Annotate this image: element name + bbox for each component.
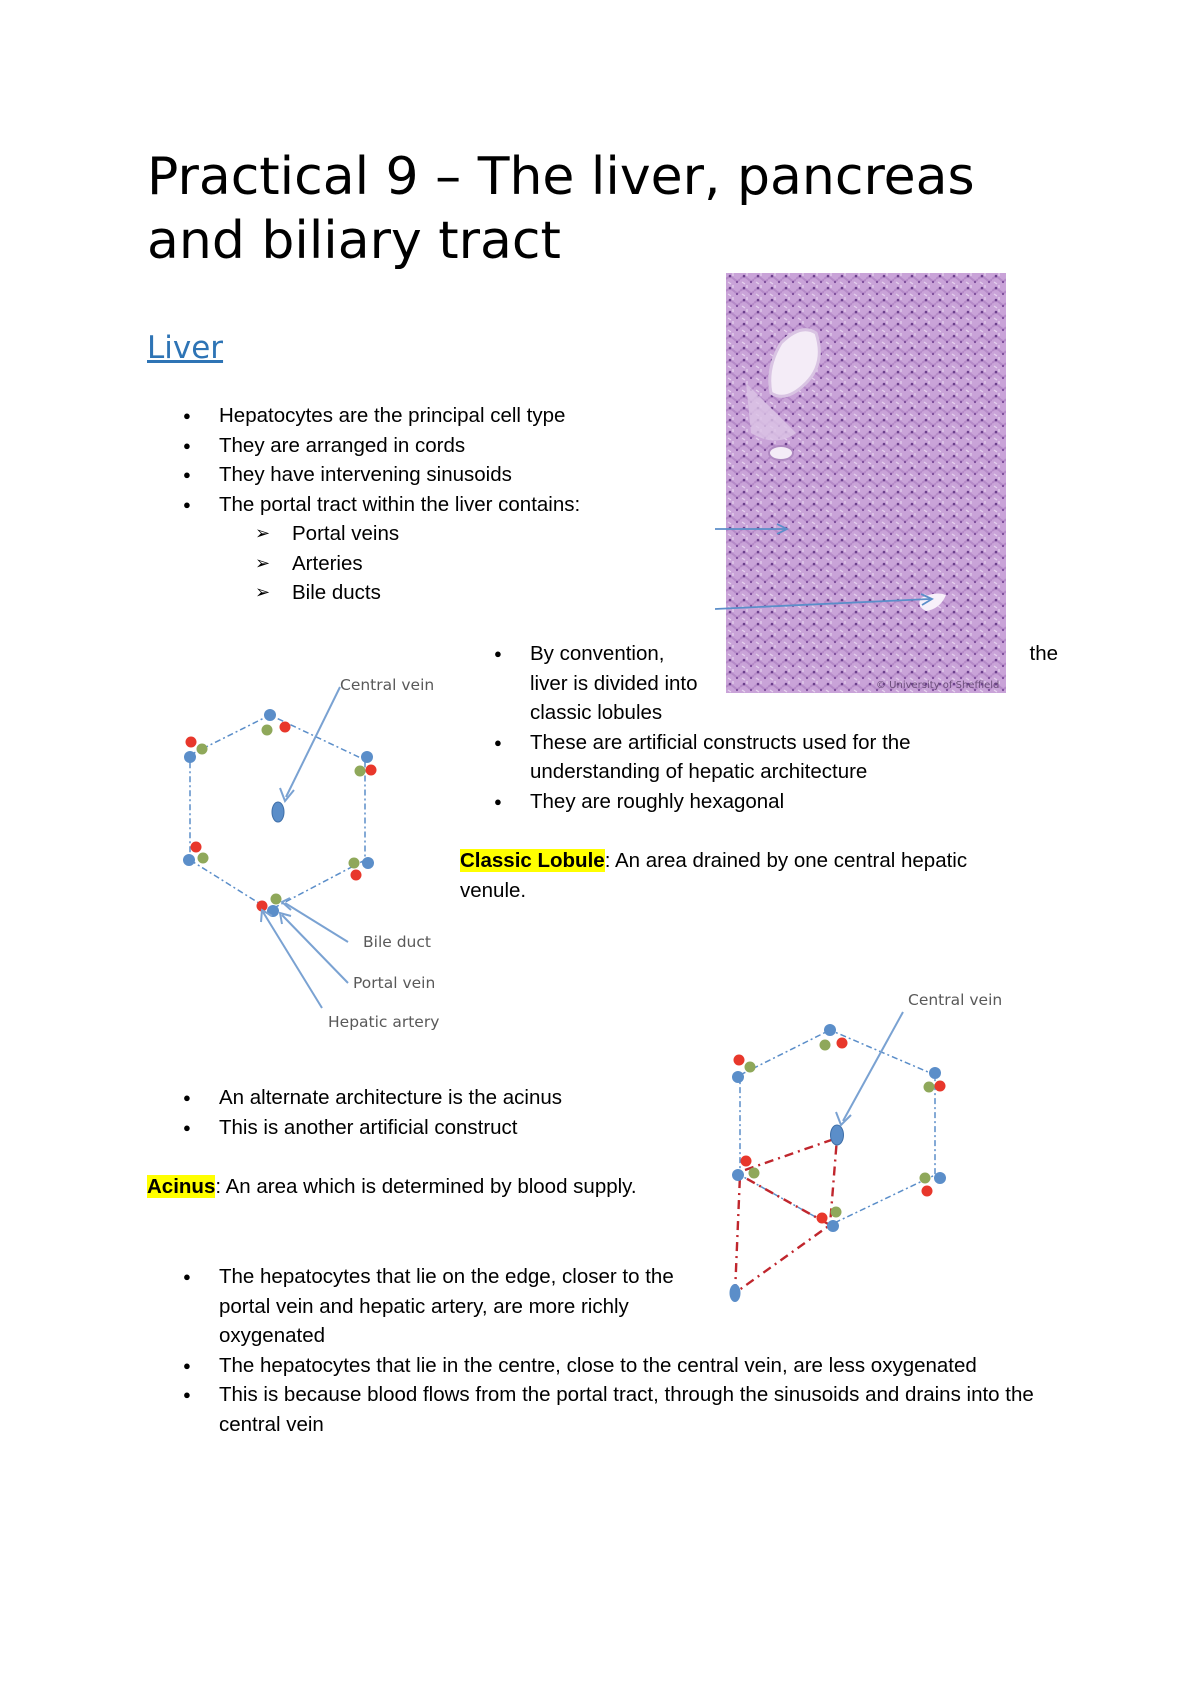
acinus-bullet-list — [147, 1083, 707, 1142]
term-classic-lobule: Classic Lobule — [460, 849, 605, 872]
acinus-definition — [147, 1172, 707, 1202]
portal-vein-arrow — [282, 915, 348, 983]
label-central-vein-acinus: Central vein — [908, 991, 1003, 1009]
definition-text: : An area which is determined by blood supply. — [215, 1175, 637, 1198]
definition-text: : An area drained by one central hepatic venule. — [460, 849, 968, 902]
list-item — [458, 639, 1130, 728]
list-item: ● They are roughly hexagonal — [458, 787, 1068, 817]
classic-lobule-diagram — [170, 670, 460, 1030]
term-acinus: Acinus — [147, 1175, 216, 1198]
central-vein-arrow — [286, 687, 340, 797]
central-vein-arrow — [843, 1012, 903, 1121]
section-heading-liver: Liver — [147, 330, 224, 366]
list-item: ● They have intervening sinusoids — [147, 460, 707, 490]
portal-triad — [184, 737, 208, 764]
bile-duct-arrow — [285, 903, 348, 942]
list-item: ● The hepatocytes that lie in the centre, close to the central vein, are less oxygenated — [147, 1351, 1067, 1381]
page-title: Practical 9 – The liver, pancreas and biliary tract — [147, 147, 975, 271]
liver-micrograph — [726, 273, 1006, 693]
label-central-vein: Central vein — [340, 676, 435, 694]
label-bile-duct: Bile duct — [363, 933, 431, 951]
portal-triad — [817, 1207, 842, 1233]
list-item: ● The hepatocytes that lie on the edge, closer to the portal vein and hepatic artery, are more richly oxygenated — [147, 1262, 679, 1351]
list-item: ➢ Bile ducts — [147, 578, 707, 608]
portal-triad — [262, 709, 291, 736]
convention-bullet-list — [458, 639, 1068, 816]
micrograph-arrows — [715, 515, 955, 615]
list-item-text: liver is divided into classic lobules — [530, 671, 698, 724]
portal-triad — [732, 1156, 760, 1182]
list-item-text: the — [1029, 642, 1058, 665]
portal-triad — [183, 842, 209, 867]
list-item: ● These are artificial constructs used for the understanding of hepatic architecture — [458, 728, 980, 787]
list-item: ● The portal tract within the liver contains: — [147, 490, 707, 520]
list-item: ● This is another artificial construct — [147, 1113, 707, 1143]
list-item: ● An alternate architecture is the acinus — [147, 1083, 707, 1113]
list-item: ➢ Portal veins — [147, 519, 707, 549]
arrow-central-vein — [715, 599, 930, 609]
oxygenation-bullet-list — [147, 1262, 1067, 1439]
portal-triad — [820, 1024, 848, 1051]
micrograph-credit: © University of Sheffield — [876, 680, 1000, 691]
central-vein-marker — [831, 1125, 844, 1145]
list-item: ● This is because blood flows from the portal tract, through the sinusoids and drains into the central vein — [147, 1380, 1079, 1439]
classic-lobule-definition — [460, 846, 1020, 905]
list-item-text: ● By convention, — [530, 642, 665, 665]
label-hepatic-artery: Hepatic artery — [328, 1013, 440, 1030]
micrograph-image — [726, 273, 1006, 693]
central-vein-marker — [272, 802, 284, 822]
list-item: ➢ Arteries — [147, 549, 707, 579]
label-portal-vein: Portal vein — [353, 974, 436, 992]
portal-triad — [732, 1055, 756, 1084]
list-item: ● Hepatocytes are the principal cell type — [147, 401, 707, 431]
portal-triad — [349, 857, 375, 881]
liver-bullet-list — [147, 401, 707, 608]
list-item: ● They are arranged in cords — [147, 431, 707, 461]
